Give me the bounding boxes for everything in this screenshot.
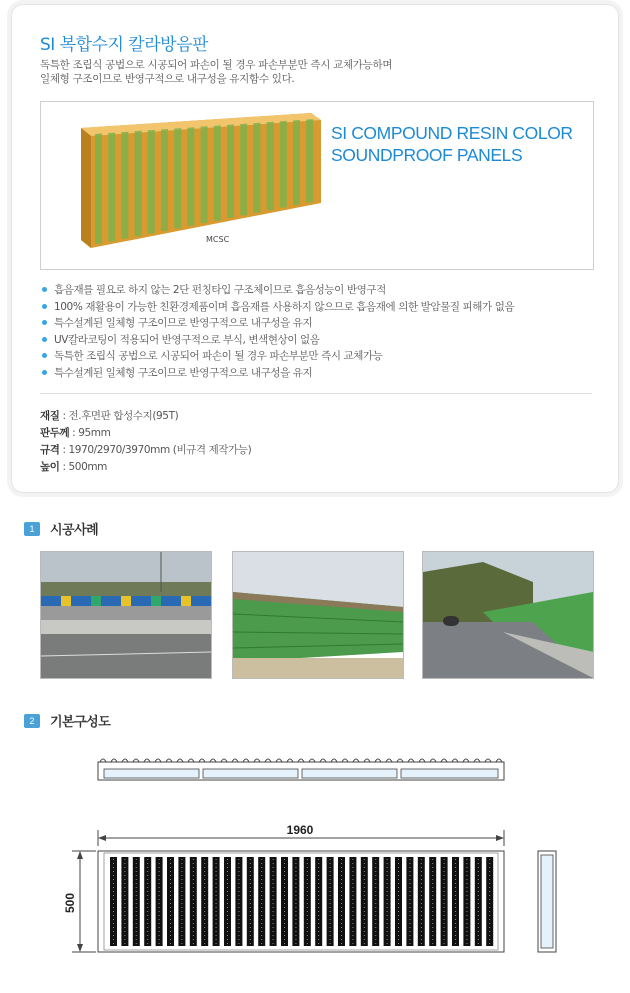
section-header-diagram — [24, 711, 110, 730]
spec-list — [40, 408, 251, 476]
feature-item: 흡음재를 필요로 하지 않는 2단 펀칭타입 구조체이므로 흡음성능이 반영구적 — [40, 282, 514, 299]
section-title: 시공사례 — [50, 523, 99, 538]
height-dimension — [63, 851, 96, 952]
bullet-icon — [42, 337, 47, 342]
spec-material: 재질 : 전.후면판 합성수지(95T) — [40, 410, 179, 422]
technical-drawing — [0, 740, 630, 993]
bullet-icon — [42, 304, 47, 309]
feature-item: 100% 재활용이 가능한 친환경제품이며 흡음재를 사용하지 않으므로 흡음재에 의한 발암물질 피해가 없음 — [40, 299, 514, 316]
width-dimension-label: 1960 — [286, 823, 314, 837]
height-dimension-label: 500 — [63, 892, 77, 914]
english-title-line-2: SOUNDPROOF PANELS — [331, 145, 523, 165]
bullet-icon — [42, 287, 47, 292]
feature-item: 특수설계된 일체형 구조이므로 반영구적으로 내구성을 유지 — [40, 315, 514, 332]
product-image-box — [40, 101, 594, 270]
english-title — [331, 122, 573, 166]
section-header-cases — [24, 519, 98, 538]
section-title: 기본구성도 — [50, 715, 111, 730]
panel-illustration — [61, 108, 321, 258]
section-number-badge: 2 — [24, 714, 40, 728]
bullet-icon — [42, 370, 47, 375]
description-line-2: 일체형 구조이므로 반영구적으로 내구성을 유지함수 있다. — [40, 73, 295, 85]
bullet-icon — [42, 353, 47, 358]
case-photo-3 — [422, 551, 594, 679]
spec-thickness: 판두께 : 95mm — [40, 427, 111, 439]
top-view — [98, 759, 504, 780]
spec-height: 높이 : 500mm — [40, 461, 108, 473]
side-view — [538, 851, 556, 952]
front-view — [98, 851, 504, 952]
description-line-1: 독특한 조립식 공법으로 시공되어 파손이 될 경우 파손부분만 즉시 교체가능하며 — [40, 59, 393, 71]
bullet-icon — [42, 320, 47, 325]
feature-list — [40, 282, 514, 381]
feature-item: 특수설계된 일체형 구조이므로 반영구적으로 내구성을 유지 — [40, 365, 514, 382]
spec-size: 규격 : 1970/2970/3970mm (비규격 제작가능) — [40, 444, 252, 456]
section-number-badge: 1 — [24, 522, 40, 536]
product-description — [40, 58, 392, 86]
divider — [40, 393, 592, 394]
english-title-line-1: SI COMPOUND RESIN COLOR — [331, 123, 573, 143]
width-dimension — [98, 823, 504, 846]
product-title: SI 복합수지 칼라방음판 — [40, 35, 208, 55]
feature-item: UV칼라코팅이 적용되어 반영구적으로 부식, 변색현상이 없음 — [40, 332, 514, 349]
case-photo-1 — [40, 551, 212, 679]
feature-item: 독특한 조립식 공법으로 시공되어 파손이 될 경우 파손부분만 즉시 교체가능 — [40, 348, 514, 365]
model-caption: MCSC — [206, 235, 230, 244]
case-photo-2 — [232, 551, 404, 679]
